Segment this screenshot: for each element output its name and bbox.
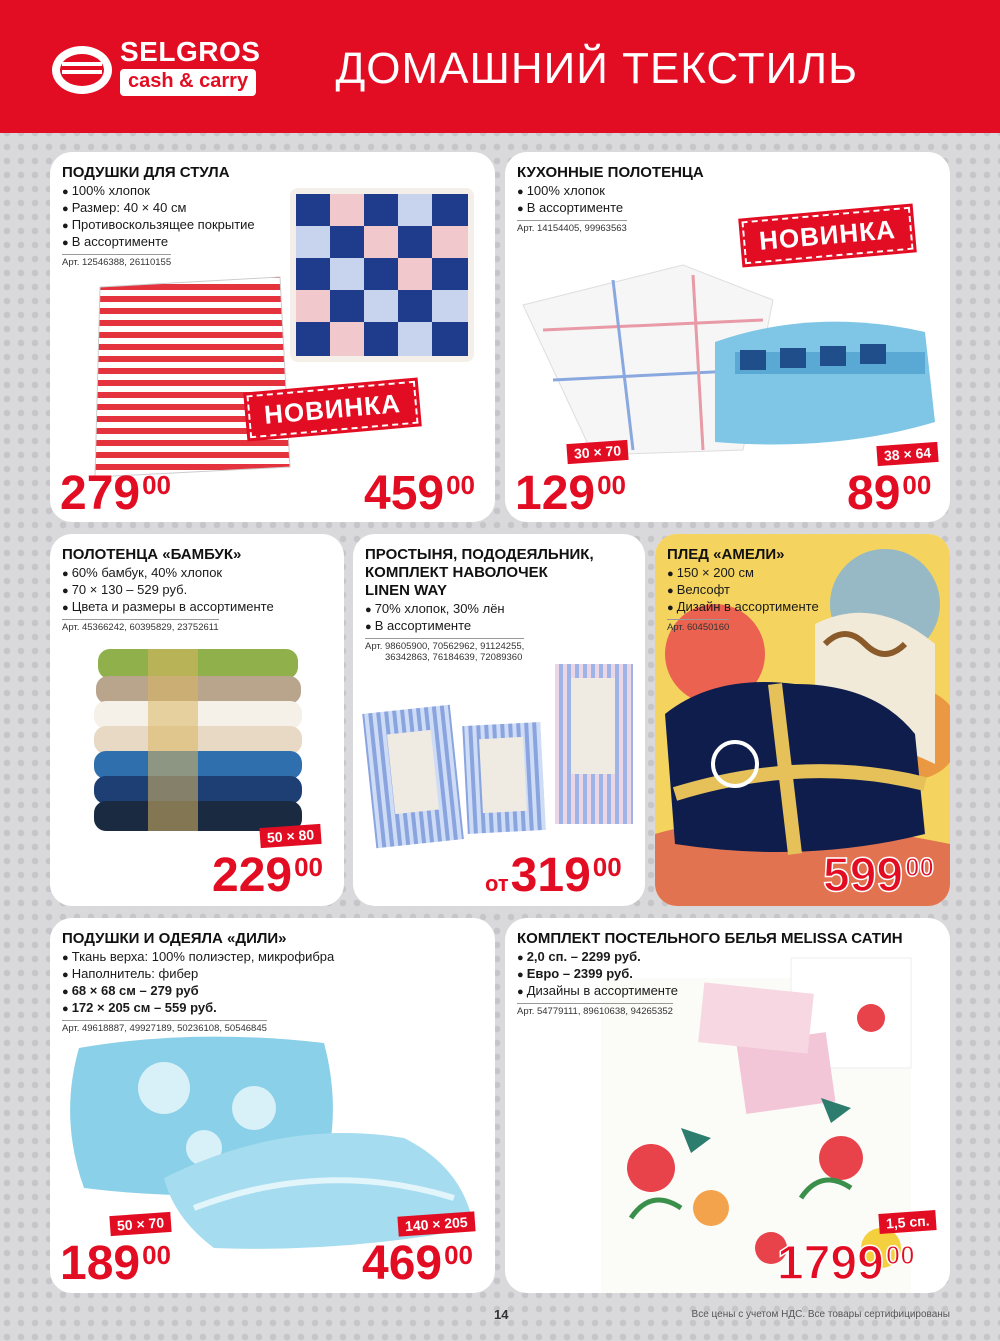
brand-name: SELGROS xyxy=(120,36,261,67)
feature-item: ● В ассортименте xyxy=(365,618,594,635)
feature-item: ● 70 × 130 – 529 руб. xyxy=(62,582,274,599)
feature-item: ● 100% хлопок xyxy=(517,183,704,200)
card-dili-pillows[interactable] xyxy=(50,918,495,1293)
feature-item: ● 150 × 200 см xyxy=(667,565,819,582)
selgros-logo-icon xyxy=(50,40,114,96)
feature-item: ● Евро – 2399 руб. xyxy=(517,966,903,983)
price-rub: 459 xyxy=(364,467,445,520)
product-title: ПОДУШКИ ДЛЯ СТУЛА xyxy=(62,164,230,181)
price-kop: 00 xyxy=(446,470,476,500)
feature-item: ● 172 × 205 см – 559 руб. xyxy=(62,1000,334,1017)
product-features xyxy=(517,183,704,217)
price-tag xyxy=(847,467,932,520)
card-linen-way[interactable] xyxy=(353,534,645,906)
product-title-line: ПРОСТЫНЯ, ПОДОДЕЯЛЬНИК, xyxy=(365,546,594,563)
size-tag: 30 × 70 xyxy=(566,440,628,464)
price-kop: 00 xyxy=(294,852,324,882)
price-rub: 89 xyxy=(847,467,901,520)
size-tag: 38 × 64 xyxy=(876,442,938,466)
price-kop: 00 xyxy=(444,1240,474,1270)
article-numbers: Арт. 60450160 xyxy=(667,619,729,633)
footer-note: Все цены с учетом НДС. Все товары сертифицированы xyxy=(691,1309,950,1320)
price-rub: 469 xyxy=(362,1237,443,1290)
product-features xyxy=(365,601,594,635)
price-rub: 1799 xyxy=(777,1237,884,1290)
article-numbers: Арт. 12546388, 26110155 xyxy=(62,254,171,268)
feature-item: ● 2,0 сп. – 2299 руб. xyxy=(517,949,903,966)
card-chair-pillows[interactable] xyxy=(50,152,495,522)
price-tag xyxy=(60,467,172,520)
price-rub: 319 xyxy=(510,849,591,902)
product-title-line: LINEN WAY xyxy=(365,582,447,599)
price-kop: 00 xyxy=(142,470,172,500)
product-features xyxy=(517,949,903,1000)
price-rub: 229 xyxy=(212,849,293,902)
striped-cushion-image xyxy=(90,272,300,482)
page-number: 14 xyxy=(494,1307,509,1322)
size-tag: 50 × 80 xyxy=(259,824,321,848)
price-tag xyxy=(823,849,935,902)
page-header xyxy=(0,0,1000,133)
blue-terry-towel-image xyxy=(695,302,945,452)
price-prefix: от xyxy=(485,871,509,896)
feature-item: ● В ассортименте xyxy=(517,200,704,217)
feature-item: ● Ткань верха: 100% полиэстер, микрофибра xyxy=(62,949,334,966)
price-rub: 279 xyxy=(60,467,141,520)
product-title: ПОЛОТЕНЦА «БАМБУК» xyxy=(62,546,242,563)
card-amelie-blanket[interactable] xyxy=(655,534,950,906)
price-rub: 189 xyxy=(60,1237,141,1290)
price-tag xyxy=(362,1237,474,1290)
price-kop: 00 xyxy=(142,1240,172,1270)
product-features xyxy=(62,565,274,616)
price-rub: 129 xyxy=(515,467,596,520)
price-tag xyxy=(777,1237,915,1290)
article-numbers: Арт. 14154405, 99963563 xyxy=(517,220,627,234)
product-features xyxy=(62,183,255,251)
price-kop: 00 xyxy=(592,852,622,882)
product-title: КОМПЛЕКТ ПОСТЕЛЬНОГО БЕЛЬЯ MELISSA САТИН xyxy=(517,930,903,947)
page-title: ДОМАШНИЙ ТЕКСТИЛЬ xyxy=(335,44,858,93)
new-badge: НОВИНКА xyxy=(741,207,913,265)
card-bamboo-towels[interactable] xyxy=(50,534,344,906)
linen-packages-image xyxy=(359,664,639,854)
feature-item: ● 60% бамбук, 40% хлопок xyxy=(62,565,274,582)
feature-item: ● 70% хлопок, 30% лён xyxy=(365,601,594,618)
price-tag xyxy=(515,467,627,520)
feature-item: ● Цвета и размеры в ассортименте xyxy=(62,599,274,616)
card-kitchen-towels[interactable] xyxy=(505,152,950,522)
price-tag xyxy=(485,849,622,906)
article-numbers: Арт. 45366242, 60395829, 23752611 xyxy=(62,619,219,633)
price-kop: 00 xyxy=(885,1240,915,1270)
feature-item: ● Размер: 40 × 40 см xyxy=(62,200,255,217)
product-title: КУХОННЫЕ ПОЛОТЕНЦА xyxy=(517,164,704,181)
feature-item: ● 100% хлопок xyxy=(62,183,255,200)
size-tag: 1,5 сп. xyxy=(878,1210,937,1234)
feature-item: ● Дизайн в ассортименте xyxy=(667,599,819,616)
feature-item: ● Велсофт xyxy=(667,582,819,599)
article-numbers xyxy=(365,638,524,663)
new-badge: НОВИНКА xyxy=(246,381,418,439)
feature-item: ● В ассортименте xyxy=(62,234,255,251)
brand-subtitle: cash & carry xyxy=(120,69,256,96)
price-kop: 00 xyxy=(905,852,935,882)
price-tag xyxy=(364,467,476,520)
article-line: Арт. 98605900, 70562962, 91124255, xyxy=(365,641,525,652)
product-title-line: КОМПЛЕКТ НАВОЛОЧЕК xyxy=(365,564,548,581)
feature-item: ● Наполнитель: фибер xyxy=(62,966,334,983)
product-features xyxy=(62,949,334,1017)
article-numbers: Арт. 49618887, 49927189, 50236108, 50546845 xyxy=(62,1020,267,1034)
selgros-logo[interactable] xyxy=(50,36,260,98)
feature-item: ● 68 × 68 см – 279 руб xyxy=(62,983,334,1000)
patchwork-cushion-image xyxy=(282,180,482,370)
feature-item: ● Противоскользящее покрытие xyxy=(62,217,255,234)
article-line: 36342863, 76184639, 72089360 xyxy=(385,652,523,663)
towel-stack-image xyxy=(88,644,318,844)
card-melissa-bedding[interactable] xyxy=(505,918,950,1293)
size-tag: 140 × 205 xyxy=(397,1211,475,1236)
price-rub: 599 xyxy=(823,849,904,902)
price-tag xyxy=(212,849,324,902)
product-title: ПОДУШКИ И ОДЕЯЛА «ДИЛИ» xyxy=(62,930,287,947)
article-numbers: Арт. 54779111, 89610638, 94265352 xyxy=(517,1003,673,1017)
price-tag xyxy=(60,1237,172,1290)
price-kop: 00 xyxy=(902,470,932,500)
price-kop: 00 xyxy=(597,470,627,500)
size-tag: 50 × 70 xyxy=(109,1212,171,1236)
product-title: ПЛЕД «АМЕЛИ» xyxy=(667,546,785,563)
feature-item: ● Дизайны в ассортименте xyxy=(517,983,903,1000)
product-features xyxy=(667,565,819,616)
